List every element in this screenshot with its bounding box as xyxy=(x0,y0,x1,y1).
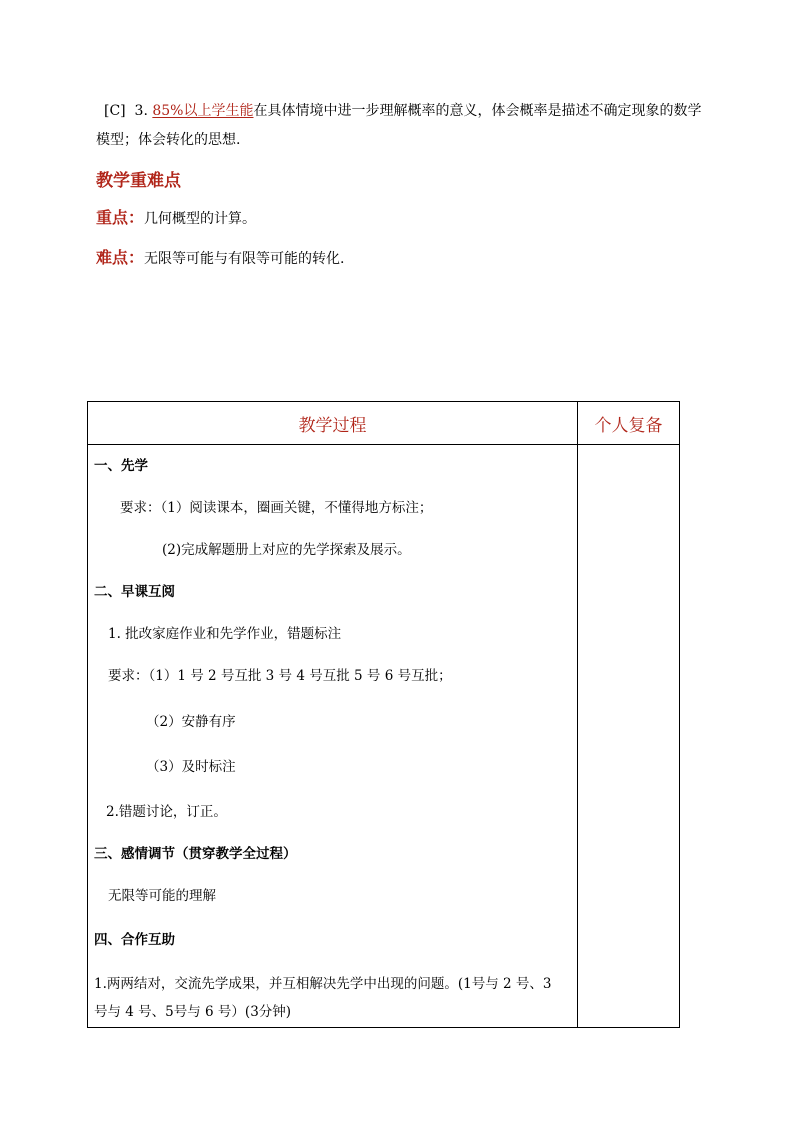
s4-text1: 1.两两结对，交流先学成果，并互相解决先学中出现的问题。(1号与 2 号、3 xyxy=(94,976,552,992)
objective-number: 3. xyxy=(134,103,148,119)
s4-title: 四、合作互助 xyxy=(94,932,175,948)
teaching-process-table xyxy=(87,401,680,1028)
s1-req2: (2)完成解题册上对应的先学探索及展示。 xyxy=(162,542,411,558)
difficult-point-label: 难点： xyxy=(96,248,145,267)
s4-text2: 号与 4 号、5号与 6 号）(3分钟) xyxy=(94,1004,292,1020)
s3-text: 无限等可能的理解 xyxy=(108,888,216,904)
section-title: 教学重难点 xyxy=(96,171,181,191)
objective-tag: [C] xyxy=(104,103,126,119)
s2-req: 要求：（1）1 号 2 号互批 3 号 4 号互批 5 号 6 号互批； xyxy=(108,668,452,684)
header-prep: 个人复备 xyxy=(578,402,680,445)
s2-req2: （2）安静有序 xyxy=(146,714,236,730)
s3-title: 三、感情调节（贯穿教学全过程） xyxy=(94,846,297,862)
key-point xyxy=(96,208,256,229)
header-process: 教学过程 xyxy=(88,402,578,445)
s2-title: 二、早课互阅 xyxy=(94,584,175,600)
objective-highlight: 85%以上学生能 xyxy=(152,103,254,119)
difficult-point xyxy=(96,248,344,269)
objective-line-1 xyxy=(104,101,701,121)
objective-line-2: 模型；体会转化的思想. xyxy=(96,132,241,148)
key-point-label: 重点： xyxy=(96,208,145,227)
s1-title: 一、先学 xyxy=(94,458,148,474)
s2-item1: 1. 批改家庭作业和先学作业，错题标注 xyxy=(108,626,342,642)
s2-req3: （3）及时标注 xyxy=(146,759,236,775)
process-cell xyxy=(88,445,578,1028)
s2-item2: 2.错题讨论，订正。 xyxy=(106,804,227,820)
prep-cell[interactable] xyxy=(578,445,680,1028)
s1-req1: 要求：（1）阅读课本，圈画关键，不懂得地方标注； xyxy=(120,500,433,516)
difficult-point-text: 无限等可能与有限等可能的转化. xyxy=(144,251,345,267)
key-point-text: 几何概型的计算。 xyxy=(144,211,257,227)
objective-text-1: 在具体情境中进一步理解概率的意义，体会概率是描述不确定现象的数学 xyxy=(253,103,702,119)
